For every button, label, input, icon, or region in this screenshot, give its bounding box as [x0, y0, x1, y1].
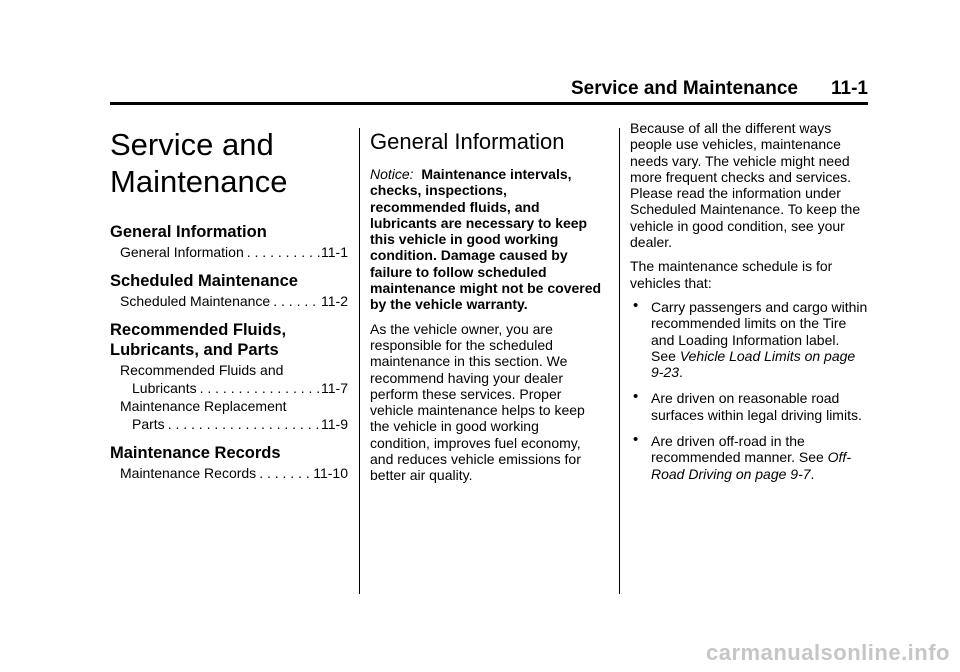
toc-section-heading[interactable]: General Information	[110, 223, 267, 241]
header-title: Service and Maintenance	[570, 78, 798, 99]
toc-entry[interactable]: General Information . . . 11-1	[110, 243, 348, 261]
header-rule	[110, 102, 868, 105]
toc-section-heading[interactable]: Maintenance Records	[110, 444, 281, 462]
toc-entry[interactable]: Parts . . . 11-9	[110, 415, 348, 433]
watermark: carmanualsonline.info	[706, 640, 950, 665]
cross-reference-link[interactable]: Off-Road Driving on page 9-7	[651, 449, 851, 482]
maintenance-column	[630, 120, 868, 492]
cross-reference-link[interactable]: Vehicle Load Limits on page 9-23	[651, 347, 856, 381]
body-paragraph: The maintenance schedule is for vehicles that:	[630, 258, 833, 291]
page-number: 11-1	[831, 78, 868, 99]
general-info-column	[370, 120, 602, 492]
chapter-title: Service and Maintenance	[110, 127, 288, 199]
list-item: • Are driven on reasonable road surfaces within legal driving limits.	[630, 390, 868, 423]
section-title: General Information	[370, 129, 565, 154]
toc-section-heading[interactable]: Scheduled Maintenance	[110, 272, 298, 290]
column-divider	[619, 128, 620, 594]
column-divider	[359, 128, 360, 594]
toc-entry-line1[interactable]: Recommended Fluids and	[120, 362, 284, 378]
toc-entry[interactable]: Scheduled Maintenance . . . 11-2	[110, 292, 348, 310]
notice-paragraph	[370, 166, 602, 313]
toc-column	[110, 120, 348, 482]
list-item: • Carry passengers and cargo within recommended limits on the Tire and Loading Information label. See Vehicle Load Limits on page 9-23.	[630, 299, 868, 380]
toc-entry[interactable]: Lubricants . . . 11-7	[110, 379, 348, 397]
conditions-list	[630, 299, 868, 482]
toc-entry-line1[interactable]: Maintenance Replacement	[120, 398, 287, 414]
body-paragraph: Because of all the different ways people use vehicles, maintenance needs vary. The vehicle might need more frequent checks and services. Please read the information under Scheduled Maintenance. To keep the vehicle in good condition, see your dealer.	[630, 120, 861, 251]
notice-text: Maintenance intervals, checks, inspections, recommended fluids, and lubricants are necessary to keep this vehicle in good working condition. Damage caused by failure to follow scheduled maintenance might not be covered by the vehicle warranty.	[370, 166, 602, 313]
list-item: • Are driven off-road in the recommended manner. See Off-Road Driving on page 9-7.	[630, 433, 868, 482]
toc-entry[interactable]: Maintenance Records . . . 11-10	[110, 464, 348, 482]
body-paragraph: As the vehicle owner, you are responsible for the scheduled maintenance in this section. We recommend having your dealer perform these services. Proper vehicle maintenance helps to keep the vehicle in good working condition, improves fuel economy, and reduces vehicle emissions for better air quality.	[370, 320, 585, 484]
toc-section-heading[interactable]: Recommended Fluids, Lubricants, and Parts	[110, 321, 287, 359]
notice-label: Notice:	[370, 166, 414, 182]
